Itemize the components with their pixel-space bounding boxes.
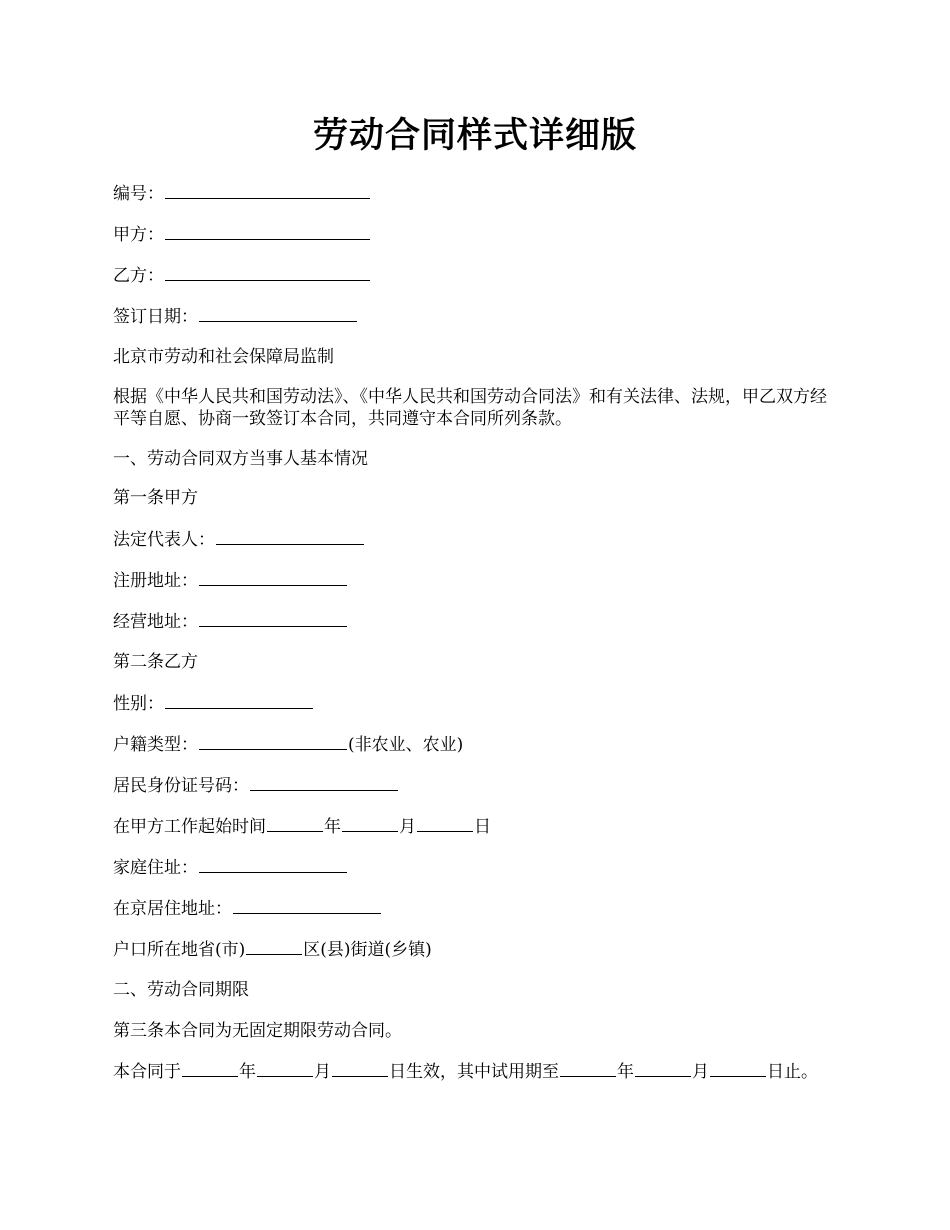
- start-month-label: 月: [399, 817, 416, 837]
- field-hukou-type: [113, 733, 463, 756]
- probation-year-label: 年: [617, 1062, 634, 1082]
- probation-day-blank[interactable]: [710, 1060, 766, 1077]
- effective-mid: 日生效，其中试用期至: [389, 1062, 559, 1082]
- field-number: [113, 182, 371, 205]
- field-party-a-label: 甲方：: [113, 225, 164, 245]
- probation-month-blank[interactable]: [635, 1060, 691, 1077]
- start-month-blank[interactable]: [342, 815, 398, 832]
- number-blank[interactable]: [165, 182, 370, 199]
- article1-heading: 第一条甲方: [113, 488, 198, 508]
- document-title: 劳动合同样式详细版: [312, 115, 637, 156]
- party-b-blank[interactable]: [165, 264, 370, 281]
- effective-month-label: 月: [314, 1062, 331, 1082]
- field-biz-address-label: 经营地址：: [113, 612, 198, 632]
- effective-year-blank[interactable]: [182, 1060, 238, 1077]
- effective-end: 日止。: [767, 1062, 818, 1082]
- field-party-a: [113, 223, 371, 246]
- effective-prefix: 本合同于: [113, 1062, 181, 1082]
- start-day-label: 日: [474, 817, 491, 837]
- field-home-address-label: 家庭住址：: [113, 858, 198, 878]
- hukou-location-blank[interactable]: [246, 938, 302, 955]
- field-beijing-address-label: 在京居住地址：: [113, 899, 232, 919]
- section2-heading: 二、劳动合同期限: [113, 980, 249, 1000]
- probation-month-label: 月: [692, 1062, 709, 1082]
- field-reg-address-label: 注册地址：: [113, 571, 198, 591]
- probation-year-blank[interactable]: [560, 1060, 616, 1077]
- field-sign-date-label: 签订日期：: [113, 307, 198, 327]
- supervisor-text: 北京市劳动和社会保障局监制: [113, 347, 334, 367]
- field-legal-rep: [113, 528, 365, 551]
- biz-address-blank[interactable]: [199, 610, 347, 627]
- field-home-address: [113, 856, 348, 879]
- effective-day-blank[interactable]: [332, 1060, 388, 1077]
- preamble-paragraph: 根据《中华人民共和国劳动法》、《中华人民共和国劳动合同法》和有关法律、法规，甲乙双方经平等自愿、协商一致签订本合同，共同遵守本合同所列条款。: [113, 387, 827, 429]
- party-a-blank[interactable]: [165, 223, 370, 240]
- gender-blank[interactable]: [165, 692, 313, 709]
- field-sign-date: [113, 305, 358, 328]
- start-time-prefix: 在甲方工作起始时间: [113, 817, 266, 837]
- hukou-location-suffix: 区(县)街道(乡镇): [303, 940, 432, 960]
- article3-text: 第三条本合同为无固定期限劳动合同。: [113, 1021, 402, 1041]
- home-address-blank[interactable]: [199, 856, 347, 873]
- reg-address-blank[interactable]: [199, 569, 347, 586]
- field-number-label: 编号：: [113, 184, 164, 204]
- field-party-b-label: 乙方：: [113, 266, 164, 286]
- field-id-number: [113, 774, 399, 797]
- field-beijing-address: [113, 897, 382, 920]
- field-id-number-label: 居民身份证号码：: [113, 776, 249, 796]
- sign-date-blank[interactable]: [199, 305, 357, 322]
- field-start-time: [113, 815, 491, 838]
- field-effective-date: [113, 1060, 818, 1083]
- start-year-blank[interactable]: [267, 815, 323, 832]
- start-year-label: 年: [324, 817, 341, 837]
- hukou-type-blank[interactable]: [199, 733, 347, 750]
- id-number-blank[interactable]: [250, 774, 398, 791]
- field-hukou-type-label: 户籍类型：: [113, 735, 198, 755]
- beijing-address-blank[interactable]: [233, 897, 381, 914]
- section1-heading: 一、劳动合同双方当事人基本情况: [113, 449, 368, 469]
- field-biz-address: [113, 610, 348, 633]
- field-gender-label: 性别：: [113, 694, 164, 714]
- field-gender: [113, 692, 314, 715]
- effective-month-blank[interactable]: [257, 1060, 313, 1077]
- field-party-b: [113, 264, 371, 287]
- field-legal-rep-label: 法定代表人：: [113, 530, 215, 550]
- field-hukou-location: [113, 938, 432, 961]
- hukou-location-prefix: 户口所在地省(市): [113, 940, 246, 960]
- hukou-options: (非农业、农业): [348, 735, 464, 755]
- legal-rep-blank[interactable]: [216, 528, 364, 545]
- start-day-blank[interactable]: [417, 815, 473, 832]
- field-reg-address: [113, 569, 348, 592]
- effective-year-label: 年: [239, 1062, 256, 1082]
- article2-heading: 第二条乙方: [113, 652, 198, 672]
